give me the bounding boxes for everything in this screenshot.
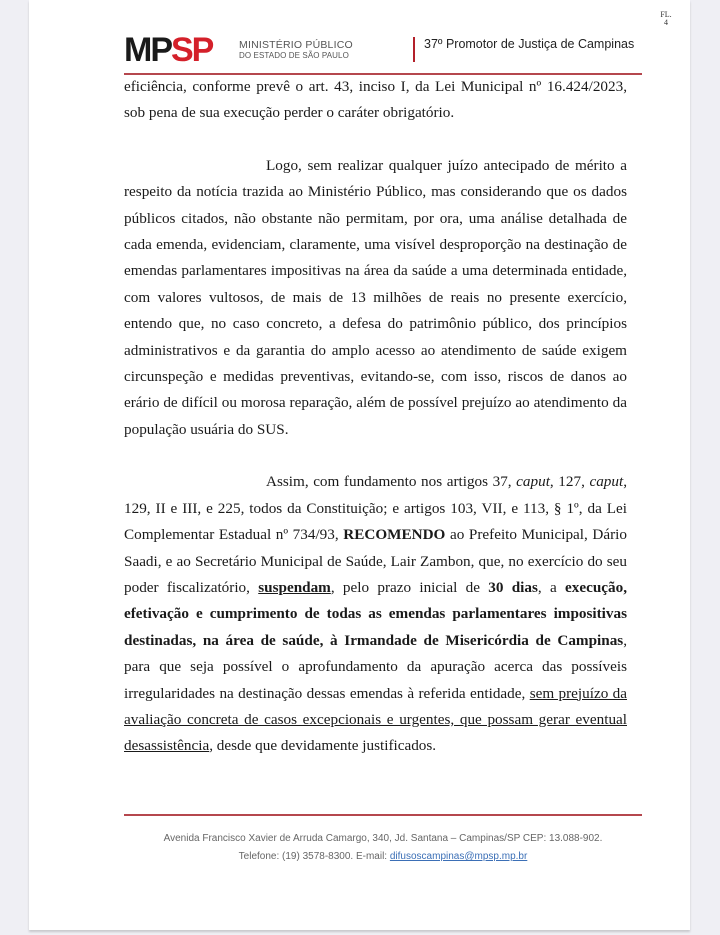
- org-line1: MINISTÉRIO PÚBLICO: [239, 39, 353, 51]
- paragraph-1: eficiência, conforme prevê o art. 43, inciso I, da Lei Municipal nº 16.424/2023, sob pena de sua execução perder o caráter obrigatório.: [124, 78, 627, 122]
- bold-underlined-suspendam: suspendam: [258, 578, 331, 596]
- mpsp-logo: [124, 33, 212, 67]
- footer-rule: [124, 814, 642, 816]
- text-span: , para que seja possível o aprofundamento da apuração acerca das possíveis irregularidades na destinação dessas emendas à referida entidade,: [124, 631, 627, 702]
- text-span: , pelo prazo inicial de: [330, 578, 489, 596]
- text-span: , desde que devidamente justificados.: [209, 737, 437, 755]
- footer: [124, 830, 642, 866]
- footer-address: Avenida Francisco Xavier de Arruda Camargo, 340, Jd. Santana – Campinas/SP CEP: 13.088-902.: [163, 833, 603, 844]
- document-body: [124, 74, 627, 760]
- bold-clause: execução, efetivação e cumprimento de todas as emendas parlamentares impositivas destinadas, na área de saúde, à Irmandade de Misericórdia de Campinas: [124, 578, 628, 649]
- italic-caput: caput: [589, 473, 624, 491]
- paragraph-2: Logo, sem realizar qualquer juízo antecipado de mérito a respeito da notícia trazida ao Ministério Público, mas considerando que os dados públicos citados, não obstante não permitam, por ora, uma análise detalhada de cada emenda, evidenciam, claramente, uma visível desproporção na destinação de emendas parlamentares impositivas na área da saúde a uma determinada entidade, com valores vultosos, de mais de 13 milhões de reais no presente exercício, entendo que, no caso concreto, a defesa do patrimônio público, dos princípios administrativos e da garantia do amplo acesso ao atendimento de saúde exigem circunspeção e medidas preventivas, evitando-se, com isso, riscos de danos ao erário de difícil ou morosa reparação, além de possível prejuízo ao atendimento da população usuária do SUS.: [124, 156, 627, 438]
- logo-sp: SP: [171, 31, 213, 69]
- page-number: 4: [664, 18, 668, 27]
- page-marker-label: FL.: [660, 10, 672, 19]
- header-separator: [413, 37, 415, 62]
- organization-name: [239, 39, 353, 61]
- page-marker: [656, 11, 676, 27]
- text-span: , 129, II e III, e 225, todos da Constituição; e artigos 103, VII, e 113, § 1º, da Lei Complementar Estadual nº 734/93,: [124, 473, 627, 544]
- text-span: ao Prefeito Municipal, Dário Saadi, e ao Secretário Municipal de Saúde, Lair Zambon, que, no exercício do seu poder fiscalizatório,: [124, 526, 627, 596]
- paragraph-3: [124, 469, 627, 759]
- underlined-clause: sem prejuízo da avaliação concreta de casos excepcionais e urgentes, que possam gerar eventual desassistência: [124, 684, 628, 755]
- footer-contact: [124, 848, 642, 866]
- email-link[interactable]: difusoscampinas@mpsp.mp.br: [389, 851, 528, 862]
- text-span: Assim, com fundamento nos artigos 37,: [266, 473, 517, 491]
- promotor-title: 37º Promotor de Justiça de Campinas: [424, 37, 635, 51]
- italic-caput: caput: [516, 473, 550, 491]
- org-line2: DO ESTADO DE SÃO PAULO: [239, 51, 349, 60]
- logo-mp: MP: [124, 31, 171, 69]
- text-span: , a: [537, 578, 566, 596]
- bold-recomendo: RECOMENDO: [343, 526, 446, 544]
- footer-phone: Telefone: (19) 3578-8300. E-mail:: [238, 851, 390, 862]
- text-span: , 127,: [549, 473, 590, 491]
- document-page: [29, 0, 690, 930]
- bold-30-dias: 30 dias: [488, 578, 538, 596]
